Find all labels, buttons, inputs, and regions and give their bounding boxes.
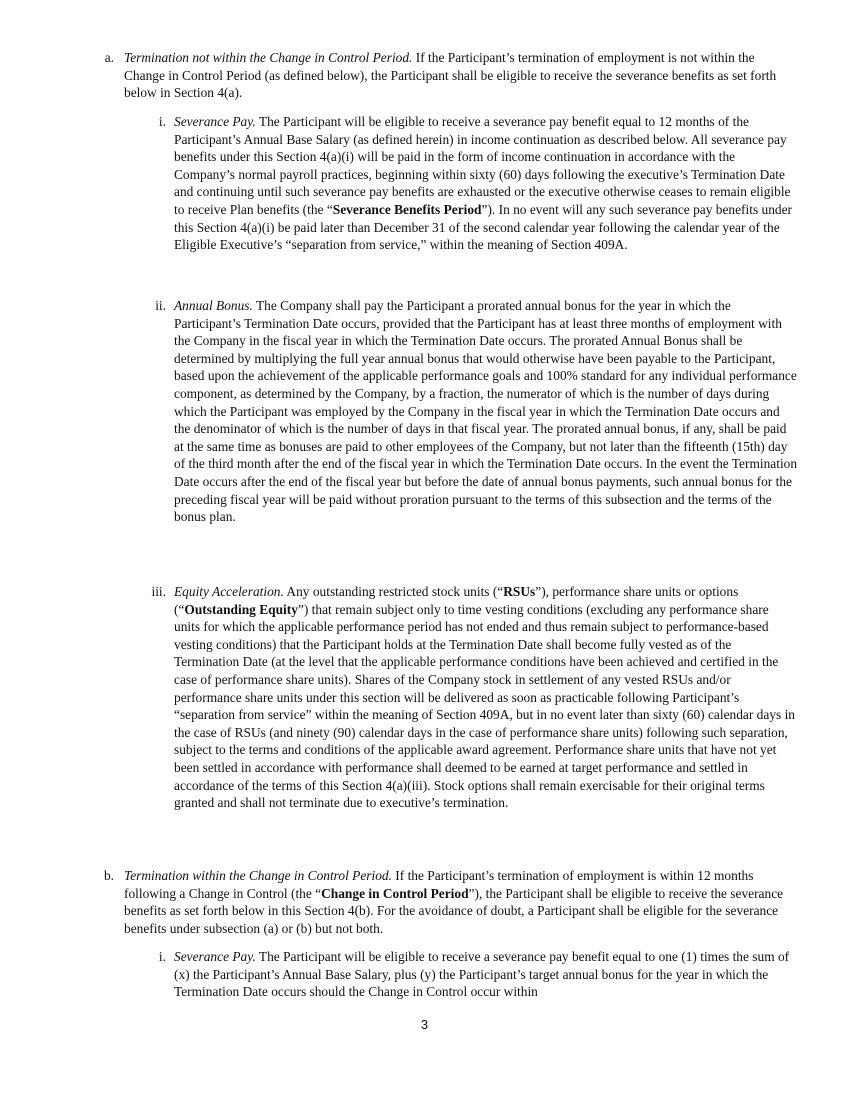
section-a-ii bbox=[155, 297, 798, 526]
rsus-term: RSUs bbox=[503, 584, 536, 599]
section-a-heading: Termination not within the Change in Control Period. bbox=[124, 50, 413, 65]
page-number: 3 bbox=[420, 1017, 429, 1032]
section-a-i-text-1: The Participant will be eligible to receive a severance pay benefit equal to 12 months of the Participant’s Annual Base Salary (as defined herein) in income continuation as described below. All severance pay benefits under this Section 4(a)(i) will be paid in the form of income continuation in accordance with the Company’s normal payroll practices, beginning within sixty (60) days following the executive’s Termination Date and continuing until such severance pay benefits are exhausted or the executive otherwise ceases to remain eligible to receive Plan benefits (the “ bbox=[174, 114, 791, 217]
section-b-i-body bbox=[174, 948, 798, 1001]
section-a-iii bbox=[151, 583, 798, 812]
section-b-body bbox=[124, 867, 784, 937]
section-a-i-heading: Severance Pay. bbox=[174, 114, 256, 129]
section-a-text: If the Participant’s termination of employment is not within the Change in Control Period (as defined below), the Participant shall be eligible to receive the severance benefits as set forth below in Section 4(a). bbox=[124, 50, 777, 101]
section-a-body bbox=[124, 49, 784, 102]
section-a-iii-marker: iii. bbox=[151, 584, 166, 599]
section-a-iii-heading: Equity Acceleration. bbox=[174, 584, 284, 599]
section-b-i-marker: i. bbox=[158, 949, 166, 964]
section-a-i-body bbox=[174, 113, 798, 254]
section-b-heading: Termination within the Change in Control Period. bbox=[124, 868, 392, 883]
section-b bbox=[103, 867, 784, 937]
section-b-i-text: The Participant will be eligible to receive a severance pay benefit equal to one (1) times the sum of (x) the Participant’s Annual Base Salary, plus (y) the Participant’s target annual bonus for the year in which the Termination Date occurs should the Change in Control occur within bbox=[174, 949, 790, 1000]
section-a-i bbox=[158, 113, 798, 254]
section-a-i-marker: i. bbox=[158, 114, 166, 129]
section-a bbox=[104, 49, 784, 102]
section-b-i-heading: Severance Pay. bbox=[174, 949, 256, 964]
section-b-text-1: If the Participant’s termination of employment is within 12 months following a Change in Control (the “ bbox=[124, 868, 754, 901]
section-a-iii-text-3: ”) that remain subject only to time vesting conditions (excluding any performance share units for which the applicable performance period has not ended and thus remain subject to performance-based vesting conditions) that the Participant holds at the Termination Date shall become fully vested as of the Termination Date (at the level that the applicable performance conditions have been achieved and certified in the case of performance share units). Shares of the Company stock in settlement of any vested RSUs and/or performance share units under this section will be delivered as soon as practicable following Participant’s “separation from service” within the meaning of Section 409A, but in no event later than sixty (60) calendar days in the case of RSUs (and ninety (90) calendar days in the case of performance share units) following such separation, subject to the terms and conditions of the applicable award agreement. Performance share units that have not yet been settled in accordance with performance shall deemed to be earned at target performance and settled in accordance of the terms of this Section 4(a)(iii). Stock options shall remain exercisable for their original terms granted and shall not terminate due to executive’s termination. bbox=[174, 601, 795, 811]
section-a-iii-text-1: Any outstanding restricted stock units (“ bbox=[283, 584, 504, 599]
section-a-ii-heading: Annual Bonus. bbox=[174, 298, 253, 313]
section-a-iii-body bbox=[174, 583, 798, 812]
section-b-marker: b. bbox=[103, 868, 114, 883]
section-a-ii-text: The Company shall pay the Participant a prorated annual bonus for the year in which the Participant’s Termination Date occurs, provided that the Participant has at least three months of employment with the Company in the fiscal year in which the Termination Date occurs. The prorated Annual Bonus shall be determined by multiplying the full year annual bonus that would otherwise have been payable to the Participant, based upon the achievement of the applicable performance goals and 100% standard for any individual performance component, as determined by the Company, by a fraction, the numerator of which is the number of days during which the Participant was employed by the Company in the fiscal year in which the Termination Date occurs and the denominator of which is the number of days in that fiscal year. The prorated annual bonus, if any, shall be paid at the same time as bonuses are paid to other employees of the Company, but not later than the fifteenth (15th) day of the third month after the end of the fiscal year in which the Termination Date occurs. In the event the Termination Date occurs after the end of the fiscal year but before the date of annual bonus payments, such annual bonus for the preceding fiscal year will be paid without proration pursuant to the terms of this subsection and the terms of the bonus plan. bbox=[174, 298, 798, 525]
section-a-ii-body bbox=[174, 297, 798, 526]
outstanding-equity-term: Outstanding Equity bbox=[184, 601, 298, 617]
section-a-ii-marker: ii. bbox=[155, 298, 166, 313]
change-in-control-period-term: Change in Control Period bbox=[321, 885, 469, 901]
section-a-i-text-2: ”). In no event will any such severance pay benefits under this Section 4(a)(i) be paid later than December 31 of the second calendar year following the calendar year of the Eligible Executive’s “separation from service,” within the meaning of Section 409A. bbox=[174, 201, 792, 253]
section-b-text-2: ”), the Participant shall be eligible to receive the severance benefits as set forth below in this Section 4(b). For the avoidance of doubt, a Participant shall be eligible for the severance benefits under subsection (a) or (b) but not both. bbox=[124, 885, 784, 936]
section-a-marker: a. bbox=[104, 50, 114, 65]
section-b-i bbox=[158, 948, 798, 1001]
section-a-iii-text-2: ”), performance share units or options (“ bbox=[174, 584, 739, 617]
severance-benefits-period-term: Severance Benefits Period bbox=[332, 201, 482, 217]
